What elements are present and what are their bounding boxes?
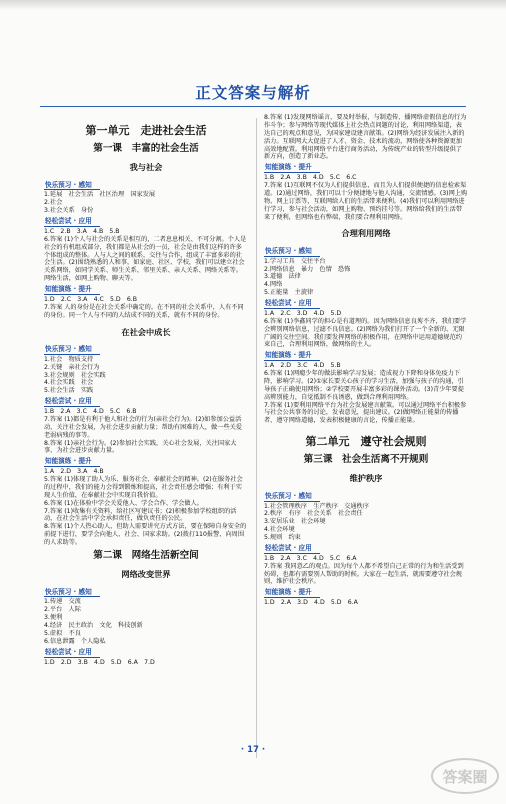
answer-line: 6.答案 (1)个人与社会的关系是相互的，二者息息相关、不可分割。个人是社会的有机组成部分，我们都是从社会的一员，社会是由我们这样的许多个体组成的整体。人与人之间的联系，交往与合作，组成了丰富多彩的社会生活。(2)围绕熟悉的人和事，如家庭、社区、学校，我们可以建立社会关系网络，如同学关系、师生关系、邻里关系、亲人关系、网络关系等。 [44, 235, 247, 275]
column-divider [256, 118, 257, 758]
answer-line: 1.社会 物质支持 [44, 355, 94, 363]
answer-line: 6.信息泄露 个人隐私 [44, 637, 106, 645]
answer-line: 8.答案 (1)个人热心助人，但助人需要讲究方式方法，要在保障自身安全的前提下进行，要学会向他人、社会、国家求助。(2)拨打110报警、向周围的人求助等。 [44, 523, 247, 547]
section-underline [264, 360, 320, 361]
answer-line: 1.A 2.D 3.C 4.D 5.B [264, 362, 341, 370]
answer-line: 4.社会实践 社会 [44, 379, 94, 387]
lesson-title: 第二课 网络生活新空间 [93, 549, 199, 561]
section-underline [44, 294, 100, 295]
answer-line: 7.答案 (1)都是有利于他人和社会的行为(亲社会行为)。(2)如参加公益活动，关注社会发展，为社会进步贡献力量；帮助有困难的人，做一些关爱老弱病残的事等。 [44, 415, 242, 439]
answer-line: 4.社会环境 [264, 526, 295, 534]
page-header-title: 正文答案与解析 [195, 84, 311, 102]
section-underline [44, 406, 100, 407]
section-heading: 轻松尝试 · 应用 [265, 299, 312, 308]
answer-line: 5.规则 约束 [264, 534, 301, 542]
answer-line: 2.秩序 有序 社会关系 社会责任 [264, 510, 363, 518]
answer-line: 7.答案 (1)互联网不仅为人们提供信息，而且为人们提供便捷的信息检索渠道。(2)通过网络，我们可以十分便捷地与他人沟通，交流情感。(3)网上购物、网上订票等，互联网给人们的生活带来便利。(4)我们可以利用网络进行学习，参与社会活动，如网上购物、预约挂号等。网络给我们的生活带来了便利，但网络也有弊端，我们要合理利用网络。 [264, 182, 468, 221]
section-underline [44, 354, 100, 355]
answer-line: 网络生活，如网上购物、聊天等。 [44, 275, 137, 283]
answer-line: 5.正能量 主旋律 [264, 289, 314, 297]
section-underline [264, 308, 320, 309]
topic-title: 合理利用网络 [341, 228, 391, 239]
answer-line: 8.答案 (1)发现网络谣言，要及时举报，与制造传、播网络虚假信息的行为作斗争；参与网络等现代媒体上社会热点问题的讨论，利用网络渠道，表达自己的观点和意见，为国家建设建言献策。(2)网络为经济发展注入新的活力。互联网大大促进了人才、资金、技术的流动，网络使各种资源更加高效地配置。利用网络平台进行商务活动，为传统产业的转型升级提供了新方向，创造了新业态。 [264, 114, 467, 161]
section-underline [264, 172, 320, 173]
answer-line: 1.C 2.B 3.A 4.B 5.B [44, 227, 120, 235]
answer-line: 3.便利 [44, 614, 63, 622]
section-heading: 知能演练 · 提升 [45, 457, 92, 466]
section-heading: 知能演练 · 提升 [265, 351, 312, 360]
topic-title: 维护秩序 [349, 473, 383, 484]
section-heading: 快乐预习 · 感知 [45, 587, 92, 596]
unit-title: 第二单元 遵守社会规则 [305, 435, 427, 449]
section-block [44, 215, 248, 227]
section-underline [264, 553, 320, 554]
page-number: · 17 · [240, 745, 266, 755]
answer-line: 3.社会规则 社会实践 [44, 371, 106, 379]
section-heading: 轻松尝试 · 应用 [265, 543, 312, 552]
answer-line: 1.D 2.C 3.A 4.C 5.D 6.B [44, 295, 138, 303]
answer-line: 1.D 2.A 3.D 4.D 5.D 6.A [264, 599, 358, 607]
section-heading: 轻松尝试 · 应用 [45, 647, 92, 656]
section-block [264, 161, 468, 173]
answer-line: 2.网络信息 暴力 色情 恐怖 [264, 265, 351, 273]
answer-line: 3.道德 法律 [264, 273, 301, 281]
section-block [264, 490, 468, 502]
topic-title: 我与社会 [129, 162, 163, 173]
answer-line: 2.社会 [44, 199, 63, 207]
unit-title: 第一单元 走进社会生活 [85, 124, 207, 137]
section-block [44, 343, 248, 355]
watermark-stamp [430, 756, 500, 796]
answer-line: 1.传递 交流 [44, 598, 81, 606]
answer-line: 1.B 2.A 3.C 4.D 5.C 6.A [264, 554, 357, 562]
answer-line: 1.D 2.D 3.B 4.D 5.D 6.A 7.D [44, 658, 155, 666]
section-block [44, 179, 248, 191]
answer-line: 7.答案 (1)要利用网络平台为社会发展建言献策。可以通过网络平台积极参与社会公共事务的讨论，发表意见，提出建议。(2)做网络正能量的传播者，遵守网络道德，发表积极健康的言论，传播正能量。 [264, 401, 467, 425]
section-heading: 轻松尝试 · 应用 [45, 397, 92, 406]
section-heading: 知能演练 · 提升 [265, 163, 312, 172]
answer-line: 2.关键 亲社会行为 [44, 363, 100, 371]
section-block [44, 455, 248, 467]
section-underline [264, 597, 320, 598]
answer-line: 5.答案 (1)体现了助人为乐、服务社会、奉献社会的精神。(2)在服务社会的过程中，我们的能力会得到锻炼和提高，社会责任感会增强；有利于实现人生价值，在奉献社会中实现自我价值。 [44, 476, 243, 499]
lesson-title: 第三课 社会生活离不开规则 [303, 454, 429, 466]
right-column [264, 114, 468, 607]
answer-line: 1.学习工具 交往平台 [264, 257, 326, 265]
topic-title: 网络改变世界 [121, 569, 171, 580]
answer-line: 7.答案 人的身份是在社会关系中确定的。在不同的社会关系中，人有不同的身份。同一个人与不同的人结成不同的关系，就有不同的身份。 [44, 303, 244, 319]
answer-line: 3.社会关系 身份 [44, 207, 94, 215]
answer-line: 1.A 2.D 3.A 4.B [44, 468, 104, 476]
section-block [44, 283, 248, 295]
section-heading: 快乐预习 · 感知 [45, 344, 92, 353]
section-underline [44, 466, 100, 467]
watermark-text: 答案圈 [442, 768, 488, 786]
answer-line: 8.答案 (1)亲社会行为。(2)参加社会实践，关心社会发展，关注国家大事，为社会进步贡献力量。 [44, 439, 237, 455]
section-block [44, 395, 248, 407]
section-block [44, 646, 248, 658]
answer-line: 7.答案 我同意乙的观点。因为每个人都不希望自己正常的行为和生活受到妨碍，也都有需要别人帮助的时候。大家在一起生活，就需要遵守社会规则，维护社会秩序。 [264, 562, 464, 586]
answer-line: 4.经济 民主政治 文化 科技创新 [44, 622, 143, 630]
section-underline [44, 657, 100, 658]
section-heading: 轻松尝试 · 应用 [45, 217, 92, 226]
answer-line: 1.社会管理秩序 生产秩序 交通秩序 [264, 502, 369, 510]
answer-line: 1.B 2.A 3.C 4.D 5.C 6.B [44, 408, 137, 416]
lesson-title: 第一课 丰富的社会生活 [93, 142, 199, 154]
answer-line: 6.答案 (1)在体验中学会关爱他人、学会合作、学会做人。 [44, 499, 203, 507]
section-underline [264, 501, 320, 502]
header-rule [40, 106, 466, 107]
section-block [264, 542, 468, 554]
section-heading: 知能演练 · 提升 [45, 285, 92, 294]
answer-line: 1.A 2.C 3.D 4.D 5.D [264, 309, 342, 317]
topic-title: 在社会中成长 [121, 326, 171, 337]
page-top-shadow [0, 0, 506, 10]
answer-line: 1.B 2.A 3.B 4.D 5.C 6.C [264, 174, 357, 182]
answer-line: 2.平台 人际 [44, 606, 81, 614]
left-column [44, 114, 248, 666]
section-block [44, 586, 248, 598]
section-heading: 知能演练 · 提升 [265, 588, 312, 597]
section-block [264, 586, 468, 598]
answer-line: 5.社会生活 实践 [44, 387, 94, 395]
answer-line: 6.答案 (1)李鑫同学的担心是有道理的。因为网络信息良莠不齐，我们要学会辨别网络信息，过滤不良信息。(2)网络为我们打开了一个全新的、无限广阔的交往空间。我们要发挥网络的积极作用，在网络中运用道德规范约束自己，合理利用网络，做网络的主人。 [264, 317, 467, 349]
section-heading: 快乐预习 · 感知 [265, 246, 312, 255]
section-underline [44, 226, 100, 227]
section-block [264, 245, 468, 257]
answer-line: 3.安居乐业 社会环境 [264, 518, 326, 526]
section-heading: 快乐预习 · 感知 [45, 180, 92, 189]
answer-line: 6.答案 (1)网瘾少年的做法影响学习发展；造成视力下降和身体免疫力下降，影响学习。(2)①家长要关心孩子的学习生活，加强与孩子的沟通，引导孩子正确使用网络；②学校要开展丰富多彩的课外活动。(3)青少年要提高辨别能力，自觉抵制不良诱惑，做到合理利用网络。 [264, 370, 464, 401]
watermark-logo-icon [430, 756, 500, 796]
section-heading: 快乐预习 · 感知 [265, 491, 312, 500]
answer-line: 7.答案 (1)收集有关资料，给社区写建议书；(2)积极参加学校组织的活动，在社会生活中学会承担责任，做负责任的公民。 [44, 507, 237, 523]
section-block [264, 349, 468, 361]
section-underline [264, 256, 320, 257]
section-block [264, 297, 468, 309]
answer-line: 4.网络 [264, 281, 283, 289]
answer-line: 5.虚拟 不良 [44, 629, 81, 637]
answer-line: 1.延展 社会生活 社区治理 国家发展 [44, 191, 156, 199]
